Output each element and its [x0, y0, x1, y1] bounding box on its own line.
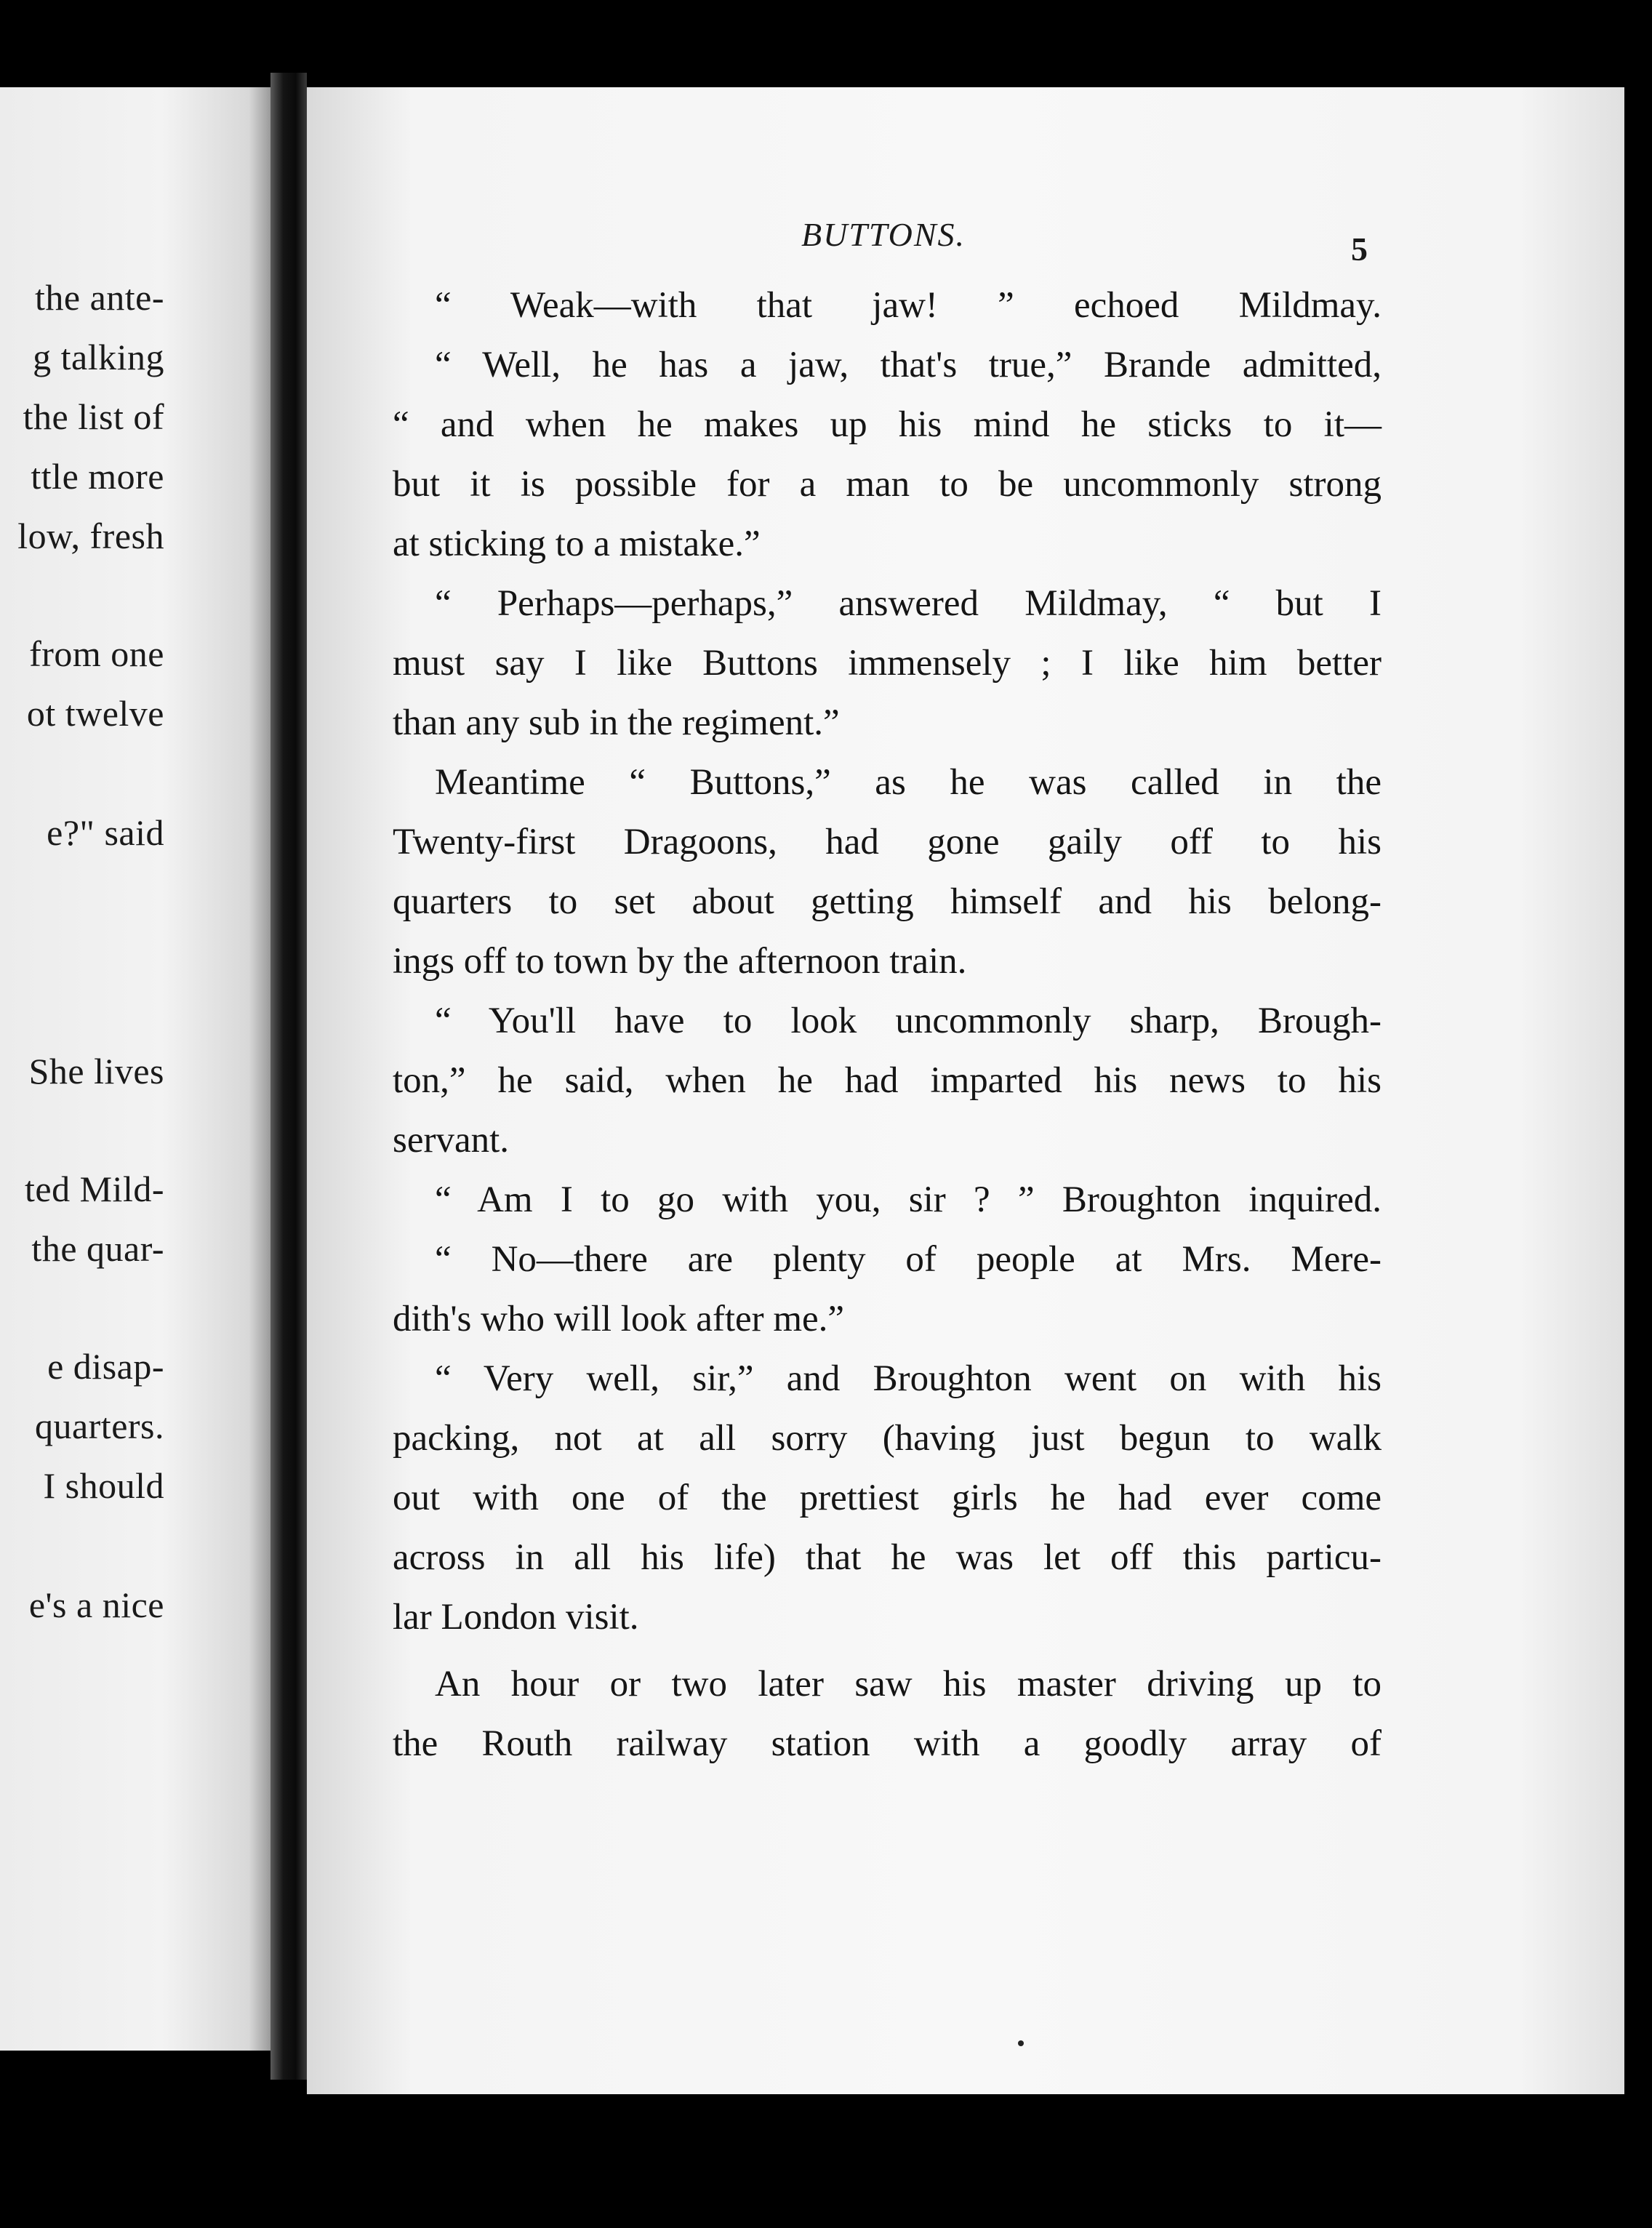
text-line: “ Well, he has a jaw, that's true,” Brande admitted,	[435, 345, 1382, 385]
text-line: the Routh railway station with a goodly array of	[393, 1723, 1382, 1764]
text-line: ton,” he said, when he had imparted his news to his	[393, 1060, 1382, 1101]
right-page	[307, 87, 1624, 2094]
left-page-line: the list of	[23, 396, 164, 437]
text-line: packing, not at all sorry (having just begun to walk	[393, 1418, 1382, 1459]
text-line: out with one of the prettiest girls he had ever come	[393, 1478, 1382, 1518]
left-page-line: I should	[43, 1465, 164, 1506]
left-page	[0, 87, 270, 2051]
text-line: across in all his life) that he was let off this particu-	[393, 1537, 1382, 1578]
text-line: “ Am I to go with you, sir ? ” Broughton inquired.	[435, 1179, 1382, 1220]
left-page-line: ot twelve	[26, 693, 164, 734]
text-line: Meantime “ Buttons,” as he was called in the	[435, 762, 1382, 803]
left-page-line: e disap-	[47, 1346, 164, 1387]
text-line: An hour or two later saw his master driving up to	[435, 1664, 1382, 1704]
text-line: at sticking to a mistake.”	[393, 524, 761, 564]
ink-speck	[1018, 2040, 1024, 2046]
running-head: BUTTONS.	[801, 216, 966, 253]
left-page-line: g talking	[33, 337, 164, 377]
text-line: “ No—there are plenty of people at Mrs. Mere-	[435, 1239, 1382, 1280]
left-page-line: low, fresh	[17, 516, 164, 556]
page-number: 5	[1351, 231, 1368, 268]
left-page-line: She lives	[28, 1051, 164, 1091]
text-line: lar London visit.	[393, 1597, 639, 1638]
text-line: than any sub in the regiment.”	[393, 702, 840, 743]
left-page-line: the ante-	[34, 277, 164, 318]
text-line: must say I like Buttons immensely ; I like him better	[393, 643, 1382, 684]
text-line: dith's who will look after me.”	[393, 1299, 845, 1339]
left-page-line: e's a nice	[28, 1584, 164, 1625]
text-line: “ You'll have to look uncommonly sharp, Brough-	[435, 1001, 1382, 1041]
text-line: ings off to town by the afternoon train.	[393, 941, 967, 982]
text-line: Twenty-first Dragoons, had gone gaily off to his	[393, 822, 1382, 862]
text-line: quarters to set about getting himself and his belong-	[393, 881, 1382, 922]
left-page-line: the quar-	[31, 1228, 164, 1269]
text-line: “ Very well, sir,” and Broughton went on with his	[435, 1358, 1382, 1399]
text-line: “ and when he makes up his mind he sticks to it—	[393, 404, 1382, 445]
text-line: servant.	[393, 1120, 510, 1161]
left-page-line: ttle more	[31, 456, 164, 497]
text-line: but it is possible for a man to be uncommonly strong	[393, 464, 1382, 505]
left-page-line: e?" said	[47, 812, 164, 853]
left-page-line: ted Mild-	[25, 1169, 164, 1209]
left-page-line: quarters.	[34, 1406, 164, 1446]
text-line: “ Perhaps—perhaps,” answered Mildmay, “ but I	[435, 583, 1382, 624]
book-gutter	[270, 73, 307, 2080]
left-page-line: from one	[29, 633, 164, 674]
text-line: “ Weak—with that jaw! ” echoed Mildmay.	[435, 285, 1382, 326]
